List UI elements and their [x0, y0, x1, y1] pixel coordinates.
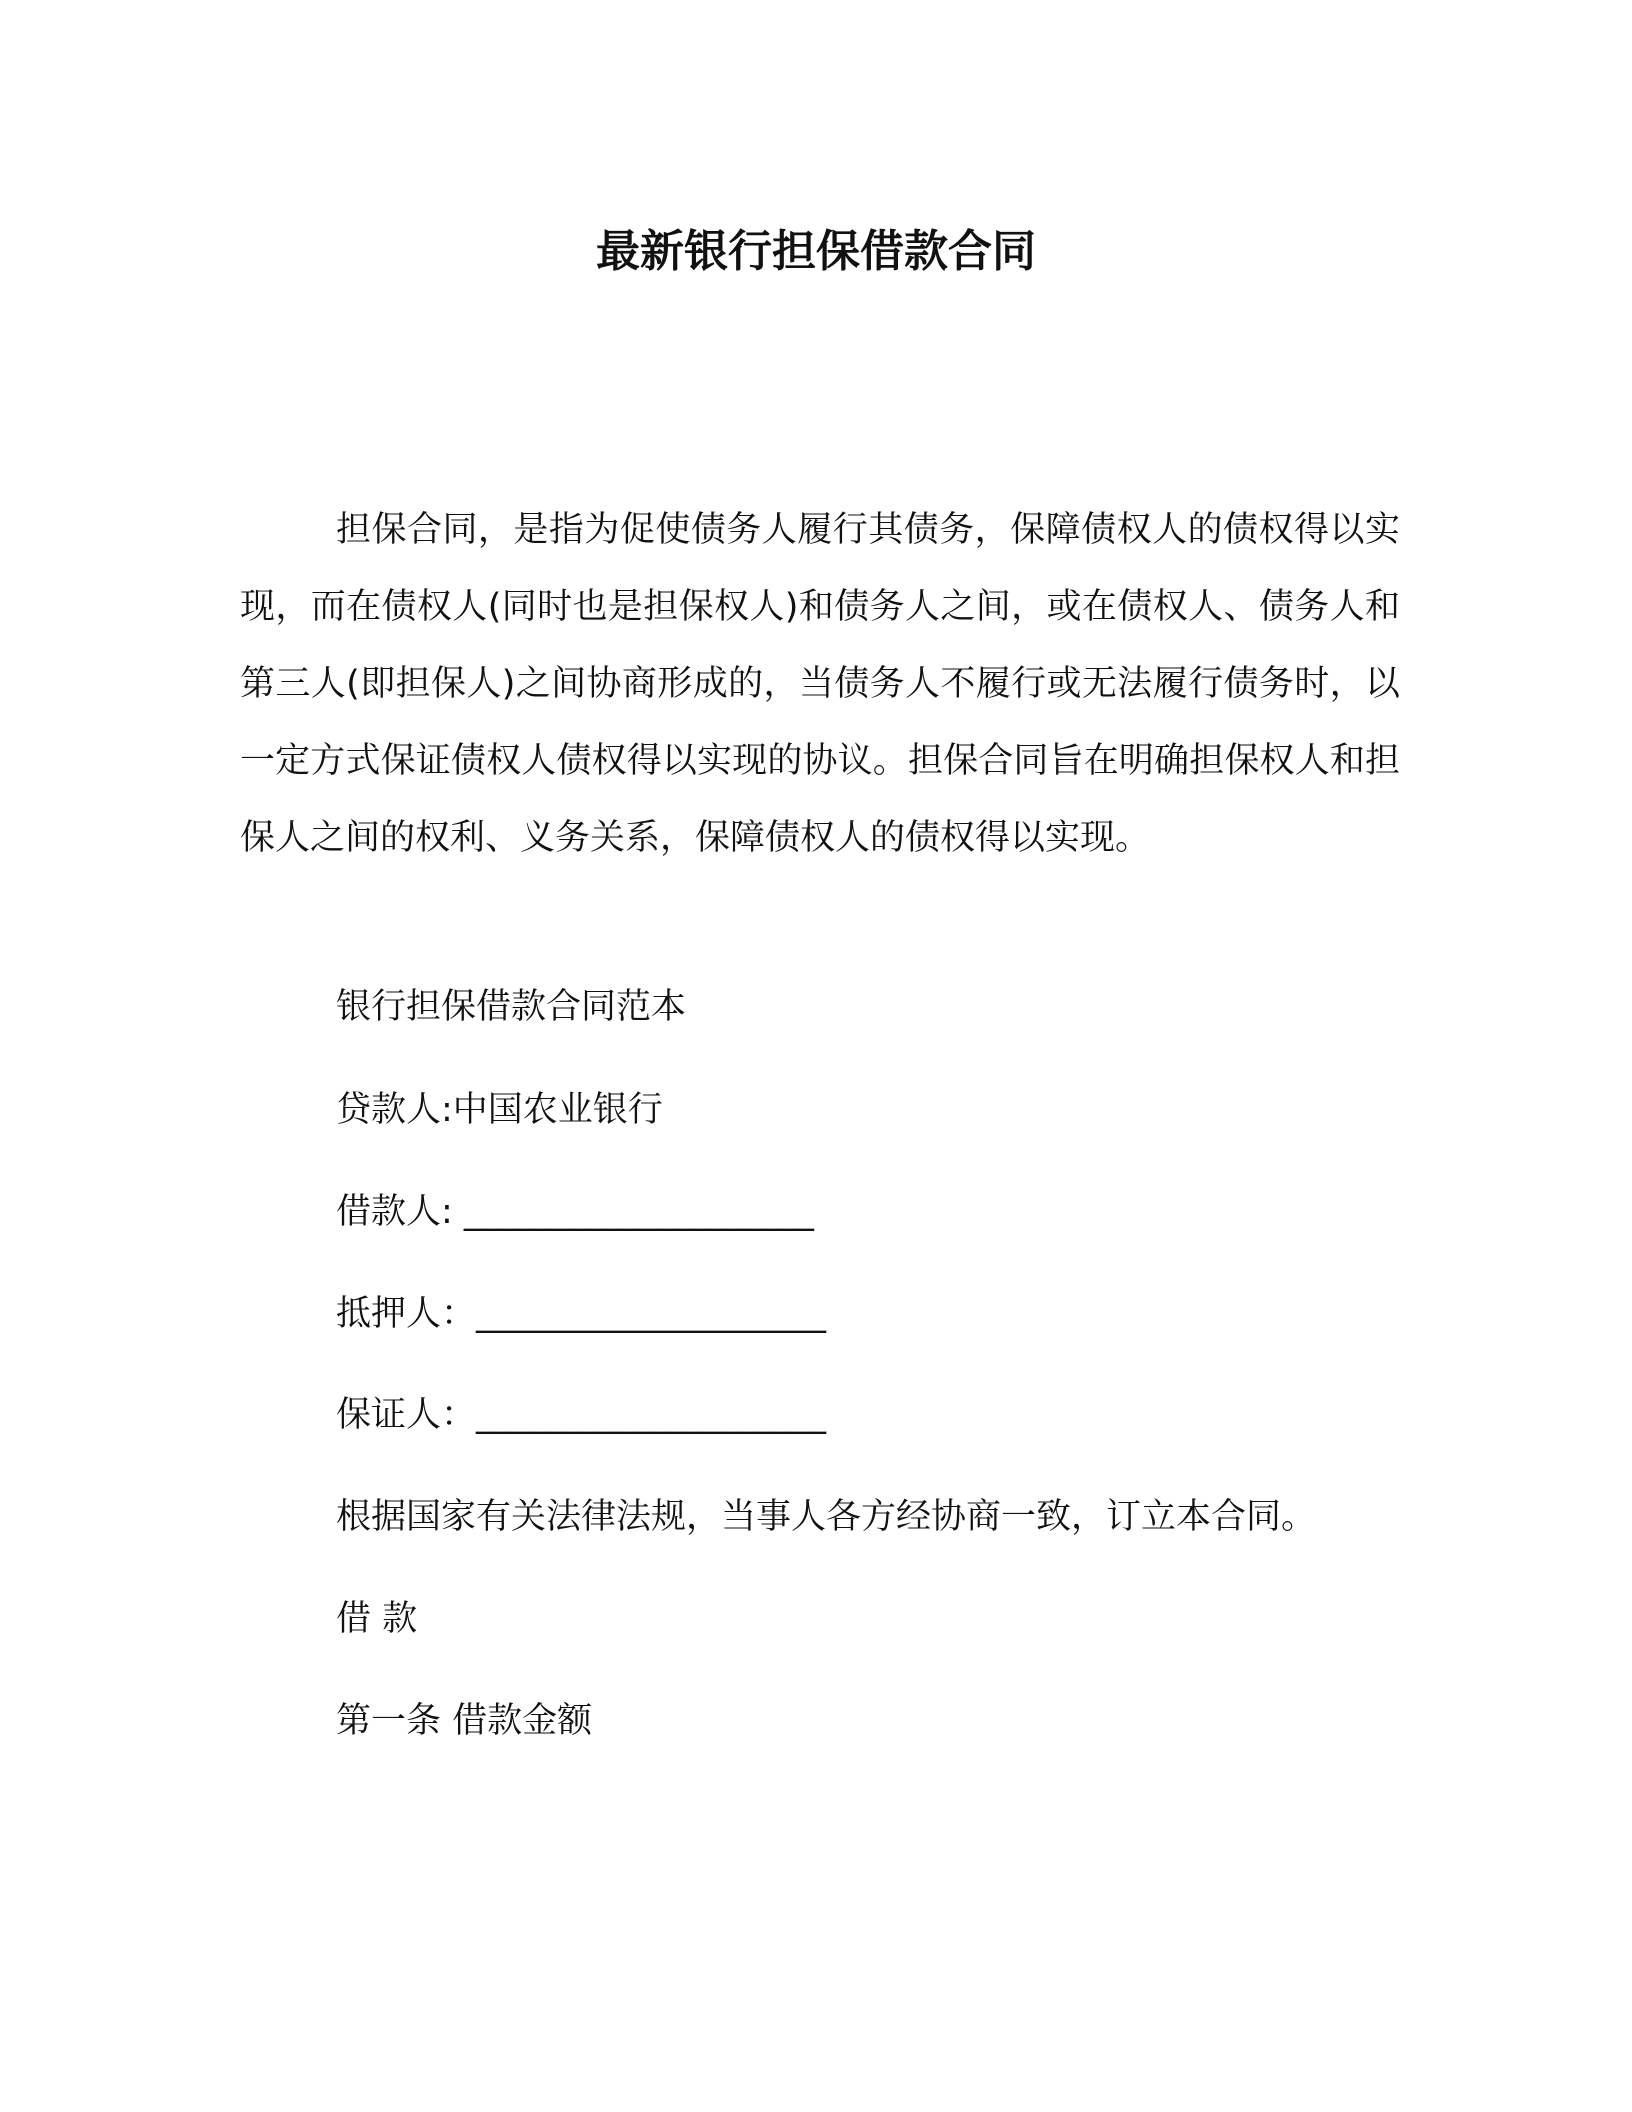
borrower-line: 借款人: ____________________	[336, 1192, 814, 1232]
guarantor-line: 保证人：____________________	[336, 1395, 827, 1435]
basis-line: 根据国家有关法律法规，当事人各方经协商一致，订立本合同。	[336, 1497, 1317, 1537]
section-loan-heading: 借 款	[336, 1599, 418, 1639]
mortgagor-line: 抵押人：____________________	[336, 1294, 827, 1334]
intro-paragraph: 担保合同，是指为促使债务人履行其债务，保障债权人的债权得以实现，而在债权人(同时也是担保权人)和债务人之间，或在债权人、债务人和第三人(即担保人)之间协商形成的，当债务人不履行或无法履行债务时，以一定方式保证债权人债权得以实现的协议。担保合同旨在明确担保权人和担保人之间的权利、义务关系，保障债权人的债权得以实现。	[240, 510, 1400, 858]
sample-heading: 银行担保借款合同范本	[336, 987, 687, 1027]
article-one-heading: 第一条 借款金额	[336, 1701, 593, 1741]
lender-line: 贷款人:中国农业银行	[336, 1090, 663, 1130]
document-title: 最新银行担保借款合同	[596, 226, 1036, 277]
